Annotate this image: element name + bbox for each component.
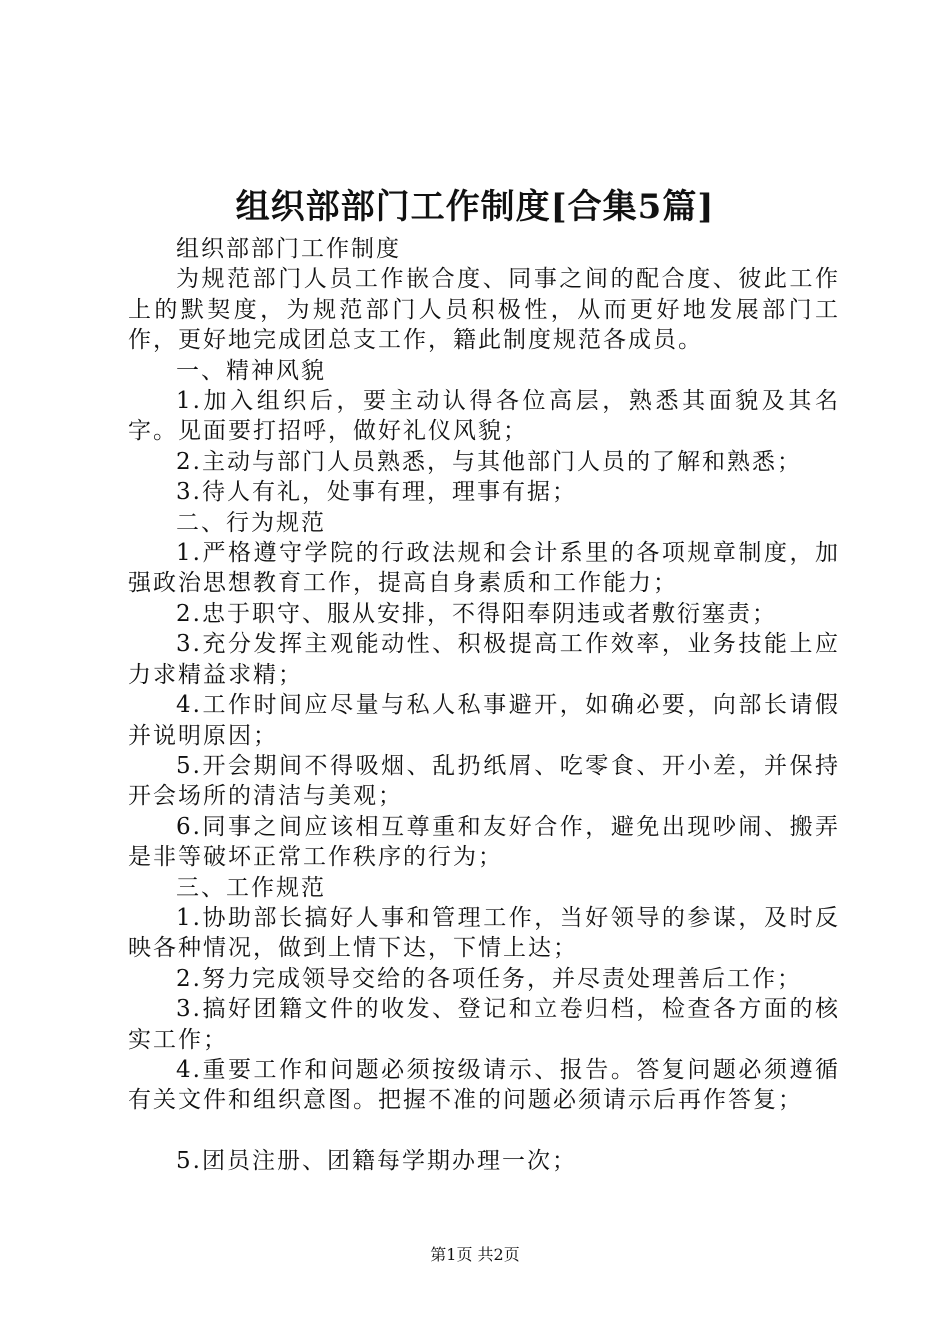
section-item: 4.工作时间应尽量与私人私事避开，如确必要，向部长请假并说明原因； xyxy=(128,692,840,749)
section-item: 2.忠于职守、服从安排，不得阳奉阴违或者敷衍塞责； xyxy=(176,600,777,627)
section-item: 1.严格遵守学院的行政法规和会计系里的各项规章制度，加强政治思想教育工作，提高自身素质和工作能力； xyxy=(128,540,840,597)
document-body xyxy=(128,234,840,1176)
intro-paragraph: 为规范部门人员工作嵌合度、同事之间的配合度、彼此工作上的默契度，为规范部门人员积极性，从而更好地发展部门工作，更好地完成团总支工作，籍此制度规范各成员。 xyxy=(128,266,840,354)
section-item: 2.主动与部门人员熟悉，与其他部门人员的了解和熟悉； xyxy=(176,448,802,475)
section-item: 1.协助部长搞好人事和管理工作，当好领导的参谋，及时反映各种情况，做到上情下达，下情上达； xyxy=(128,904,840,962)
document-subtitle: 组织部部门工作制度 xyxy=(176,236,401,262)
section-item: 6.同事之间应该相互尊重和友好合作，避免出现吵闹、搬弄是非等破坏正常工作秩序的行为； xyxy=(128,813,840,871)
page-footer: 第1页 共2页 xyxy=(430,1245,520,1264)
section-item: 1.加入组织后，要主动认得各位高层，熟悉其面貌及其名字。见面要打招呼，做好礼仪风貌； xyxy=(128,388,840,445)
section-heading: 一、精神风貌 xyxy=(176,357,326,384)
section-item: 3.待人有礼，处事有理，理事有据； xyxy=(176,479,577,506)
paragraph-gap xyxy=(128,1116,840,1146)
section-heading: 三、工作规范 xyxy=(176,874,326,901)
section-item: 2.努力完成领导交给的各项任务，并尽责处理善后工作； xyxy=(176,965,802,992)
section-item: 4.重要工作和问题必须按级请示、报告。答复问题必须遵循有关文件和组织意图。把握不准的问题必须请示后再作答复； xyxy=(128,1056,840,1114)
section-item: 3.搞好团籍文件的收发、登记和立卷归档，检查各方面的核实工作； xyxy=(128,996,840,1053)
section-heading: 二、行为规范 xyxy=(176,509,326,536)
section-item: 5.团员注册、团籍每学期办理一次； xyxy=(176,1147,577,1174)
document-title: 组织部部门工作制度[合集5篇] xyxy=(235,187,715,227)
section-item: 3.充分发挥主观能动性、积极提高工作效率，业务技能上应力求精益求精； xyxy=(128,631,840,688)
section-item: 5.开会期间不得吸烟、乱扔纸屑、吃零食、开小差，并保持开会场所的清洁与美观； xyxy=(128,752,840,810)
